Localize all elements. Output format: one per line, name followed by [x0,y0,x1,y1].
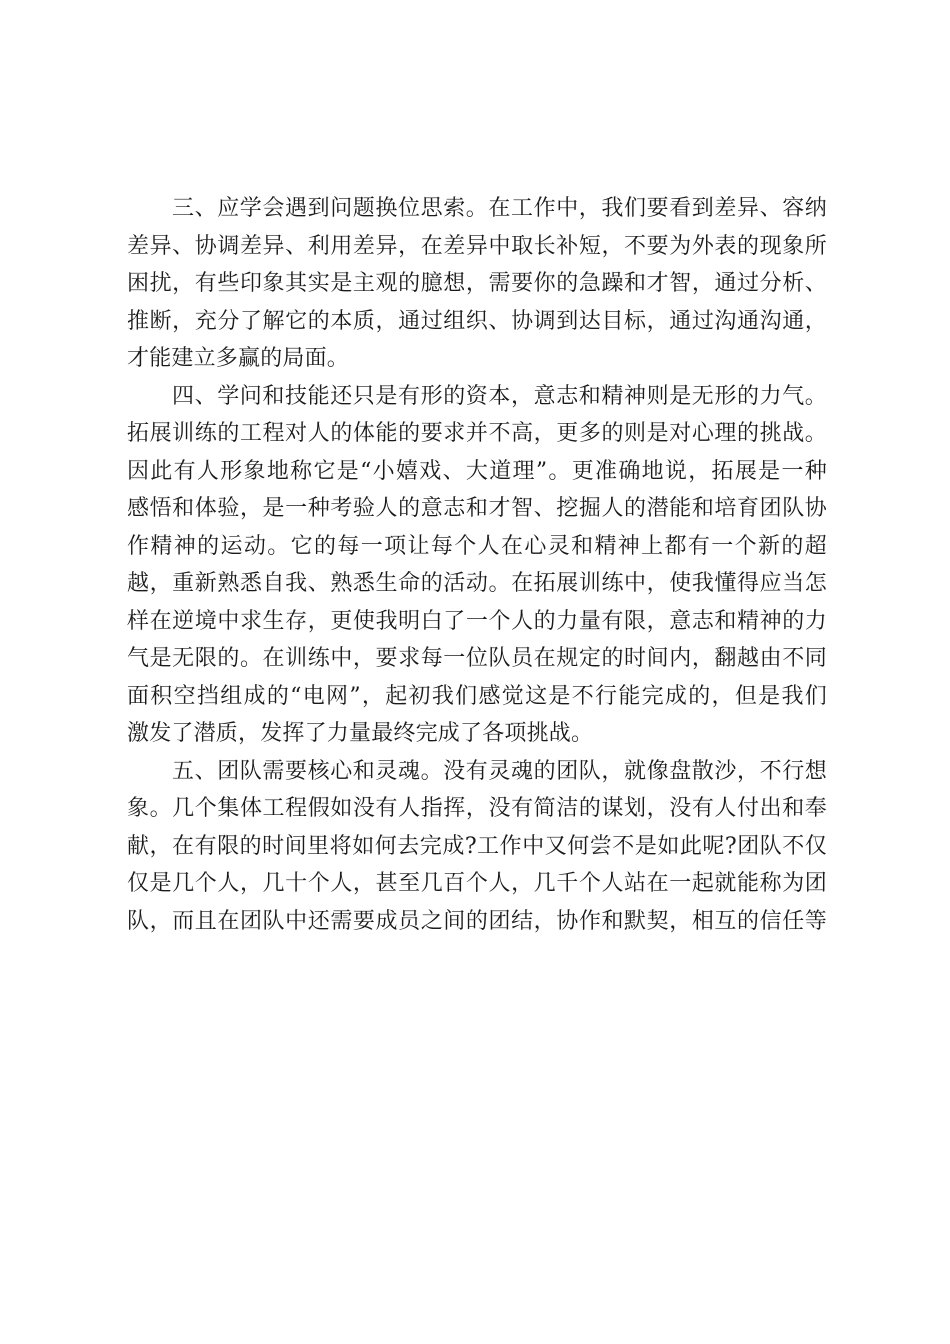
text-line: 拓展训练的工程对人的体能的要求并不高，更多的则是对心理的挑战。 [127,421,827,446]
text-line: 面积空挡组成的“电网”，起初我们感觉这是不行能完成的，但是我们 [127,683,827,709]
text-line: 三、应学会遇到问题换位思索。在工作中，我们要看到差异、容纳 [172,196,827,221]
text-line: 四、学问和技能还只是有形的资本，意志和精神则是无形的力气。 [172,383,827,409]
text-line: 象。几个集体工程假如没有人指挥，没有简洁的谋划，没有人付出和奉 [127,796,827,821]
text-line: 越，重新熟悉自我、熟悉生命的活动。在拓展训练中，使我懂得应当怎 [127,571,827,596]
text-line: 五、团队需要核心和灵魂。没有灵魂的团队，就像盘散沙，不行想 [172,758,827,784]
text-line: 感悟和体验，是一种考验人的意志和才智、挖掘人的潜能和培育团队协 [127,496,827,521]
text-line: 气是无限的。在训练中，要求每一位队员在规定的时间内，翻越由不同 [127,646,827,671]
text-line: 才能建立多赢的局面。 [127,346,350,371]
text-line: 推断，充分了解它的本质，通过组织、协调到达目标，通过沟通沟通， [127,308,827,334]
text-line: 激发了潜质，发挥了力量最终完成了各项挑战。 [127,721,594,746]
text-line: 因此有人形象地称它是“小嬉戏、大道理”。更准确地说，拓展是一种 [127,458,827,484]
text-line: 献，在有限的时间里将如何去完成?工作中又何尝不是如此呢?团队不仅 [127,833,827,859]
text-line: 差异、协调差异、利用差异，在差异中取长补短，不要为外表的现象所 [127,233,827,259]
text-line: 队，而且在团队中还需要成员之间的团结，协作和默契，相互的信任等 [127,908,827,934]
text-line: 作精神的运动。它的每一项让每个人在心灵和精神上都有一个新的超 [127,533,827,559]
paragraph-four [127,378,827,753]
text-line: 困扰，有些印象其实是主观的臆想，需要你的急躁和才智，通过分析、 [127,271,827,296]
paragraph-three [127,190,827,378]
text-line: 仅是几个人，几十个人，甚至几百个人，几千个人站在一起就能称为团 [127,871,827,896]
text-line: 样在逆境中求生存，更使我明白了一个人的力量有限，意志和精神的力 [127,608,827,634]
paragraph-five [127,753,827,941]
document-body [127,190,827,940]
